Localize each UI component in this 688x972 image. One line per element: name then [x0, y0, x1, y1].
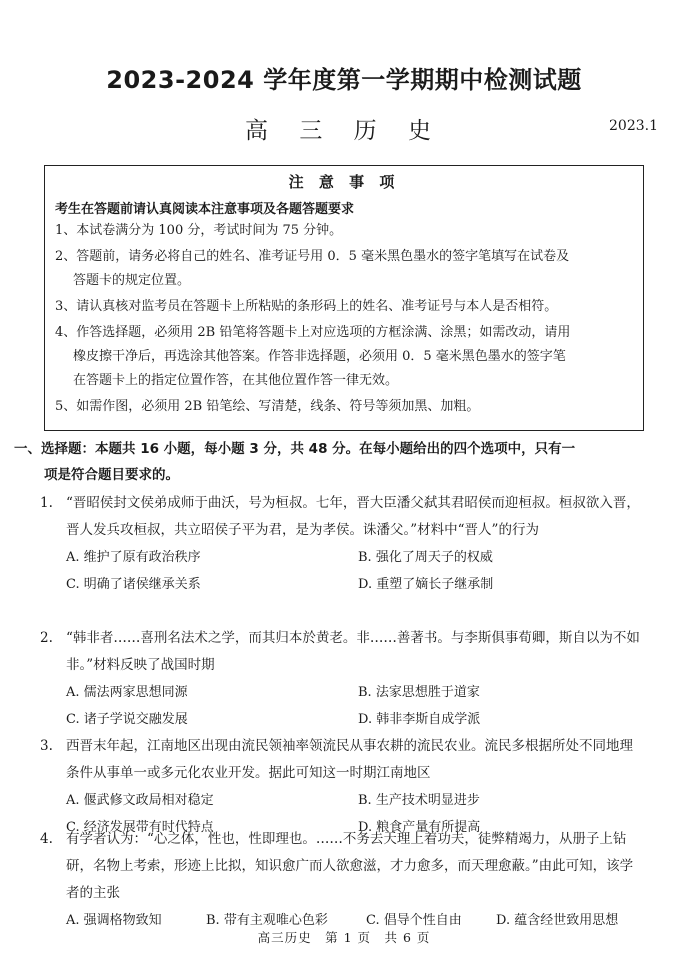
section-heading-text: 一、选择题：本题共 16 小题，每小题 3 分，共 48 分。在每小题给出的四个选项中，只有一: [14, 441, 576, 457]
options-row: [66, 706, 640, 733]
notice-item-text: 在答题卡上的指定位置作答，在其他位置作答一律无效。: [73, 373, 399, 388]
notice-item-3: [55, 295, 635, 319]
option-b[interactable]: B. 生产技术明显进步: [358, 793, 480, 808]
exam-title: 2023-2024 学年度第一学期期中检测试题: [106, 66, 582, 94]
option-d[interactable]: D. 蕴含经世致用思想: [496, 913, 619, 928]
option-a[interactable]: A. 维护了原有政治秩序: [66, 550, 201, 565]
subject-title: 高 三 历 史: [245, 118, 443, 144]
question-stem: 有学者认为：“心之体，性也，性即理也。……不务去天理上着功夫，徒弊精竭力，从册子上钻研，名物上考索，形迹上比拟，知识愈广而人欲愈滋，才力愈多，而天理愈蔽。”由此可知，该学者的主张: [66, 831, 634, 901]
notice-item-2: [55, 245, 635, 293]
question-number: 3.: [40, 738, 53, 754]
option-c[interactable]: C. 经济发展带有时代特点: [66, 820, 214, 835]
option-c[interactable]: C. 倡导个性自由: [366, 913, 462, 928]
question-4: [40, 826, 640, 934]
option-c[interactable]: C. 诸子学说交融发展: [66, 712, 188, 727]
question-stem: “韩非者……喜刑名法术之学，而其归本於黄老。非……善著书。与李斯俱事荀卿，斯自以为不如非。”材料反映了战国时期: [66, 630, 640, 673]
options-row: [66, 679, 640, 706]
notice-item-4: [55, 321, 635, 393]
question-1: [40, 490, 640, 598]
section-heading-text: 项是符合题目要求的。: [44, 467, 179, 483]
exam-date: 2023.1: [609, 118, 658, 134]
option-b[interactable]: B. 强化了周天子的权威: [358, 550, 493, 565]
option-a[interactable]: A. 偃武修文政局相对稳定: [66, 793, 214, 808]
notice-item-text: 2、答题前，请务必将自己的姓名、准考证号用 0．5 毫米黑色墨水的签字笔填写在试卷及: [55, 249, 570, 264]
question-number: 4.: [40, 831, 53, 847]
question-stem: “晋昭侯封文侯弟成师于曲沃，号为桓叔。七年，晋大臣潘父弑其君昭侯而迎桓叔。桓叔欲入晋，晋人发兵攻桓叔，共立昭侯子平为君，是为孝侯。诛潘父。”材料中“晋人”的行为: [66, 495, 640, 538]
question-3: [40, 733, 640, 841]
page-footer: 高三历史 第 1 页 共 6 页: [257, 930, 431, 945]
notice-title: 注 意 事 项: [288, 173, 400, 191]
notice-item-text: 1、本试卷满分为 100 分，考试时间为 75 分钟。: [55, 223, 343, 238]
option-d[interactable]: D. 韩非李斯自成学派: [358, 712, 481, 727]
notice-item-5: [55, 395, 635, 419]
notice-item-text: 5、如需作图，必须用 2B 铅笔绘、写清楚，线条、符号等须加黑、加粗。: [55, 399, 480, 414]
option-c[interactable]: C. 明确了诸侯继承关系: [66, 577, 201, 592]
question-number: 2.: [40, 630, 53, 646]
question-number: 1.: [40, 495, 53, 511]
option-d[interactable]: D. 重塑了嫡长子继承制: [358, 577, 494, 592]
option-b[interactable]: B. 带有主观唯心色彩: [206, 913, 328, 928]
option-b[interactable]: B. 法家思想胜于道家: [358, 685, 480, 700]
notice-item-1: [55, 219, 635, 243]
option-d[interactable]: D. 粮食产量有所提高: [358, 820, 481, 835]
notice-item-text: 3、请认真核对监考员在答题卡上所粘贴的条形码上的姓名、准考证号与本人是否相符。: [55, 299, 558, 314]
question-stem: 西晋末年起，江南地区出现由流民领袖率领流民从事农耕的流民农业。流民多根据所处不同地理条件从事单一或多元化农业开发。据此可知这一时期江南地区: [66, 738, 633, 781]
notice-intro: 考生在答题前请认真阅读本注意事项及各题答题要求: [55, 202, 355, 217]
option-a[interactable]: A. 强调格物致知: [66, 913, 162, 928]
options-row: [66, 544, 640, 571]
notice-item-text: 橡皮擦干净后，再选涂其他答案。作答非选择题，必须用 0．5 毫米黑色墨水的签字笔: [73, 349, 566, 364]
notice-item-text: 答题卡的规定位置。: [73, 273, 191, 288]
notice-item-text: 4、作答选择题，必须用 2B 铅笔将答题卡上对应选项的方框涂满、涂黑；如需改动，请用: [55, 325, 571, 340]
options-row: [66, 787, 640, 814]
notice-box: [44, 165, 644, 431]
option-a[interactable]: A. 儒法两家思想同源: [66, 685, 188, 700]
section-heading: [14, 436, 654, 488]
question-2: [40, 625, 640, 733]
options-row: [66, 571, 640, 598]
